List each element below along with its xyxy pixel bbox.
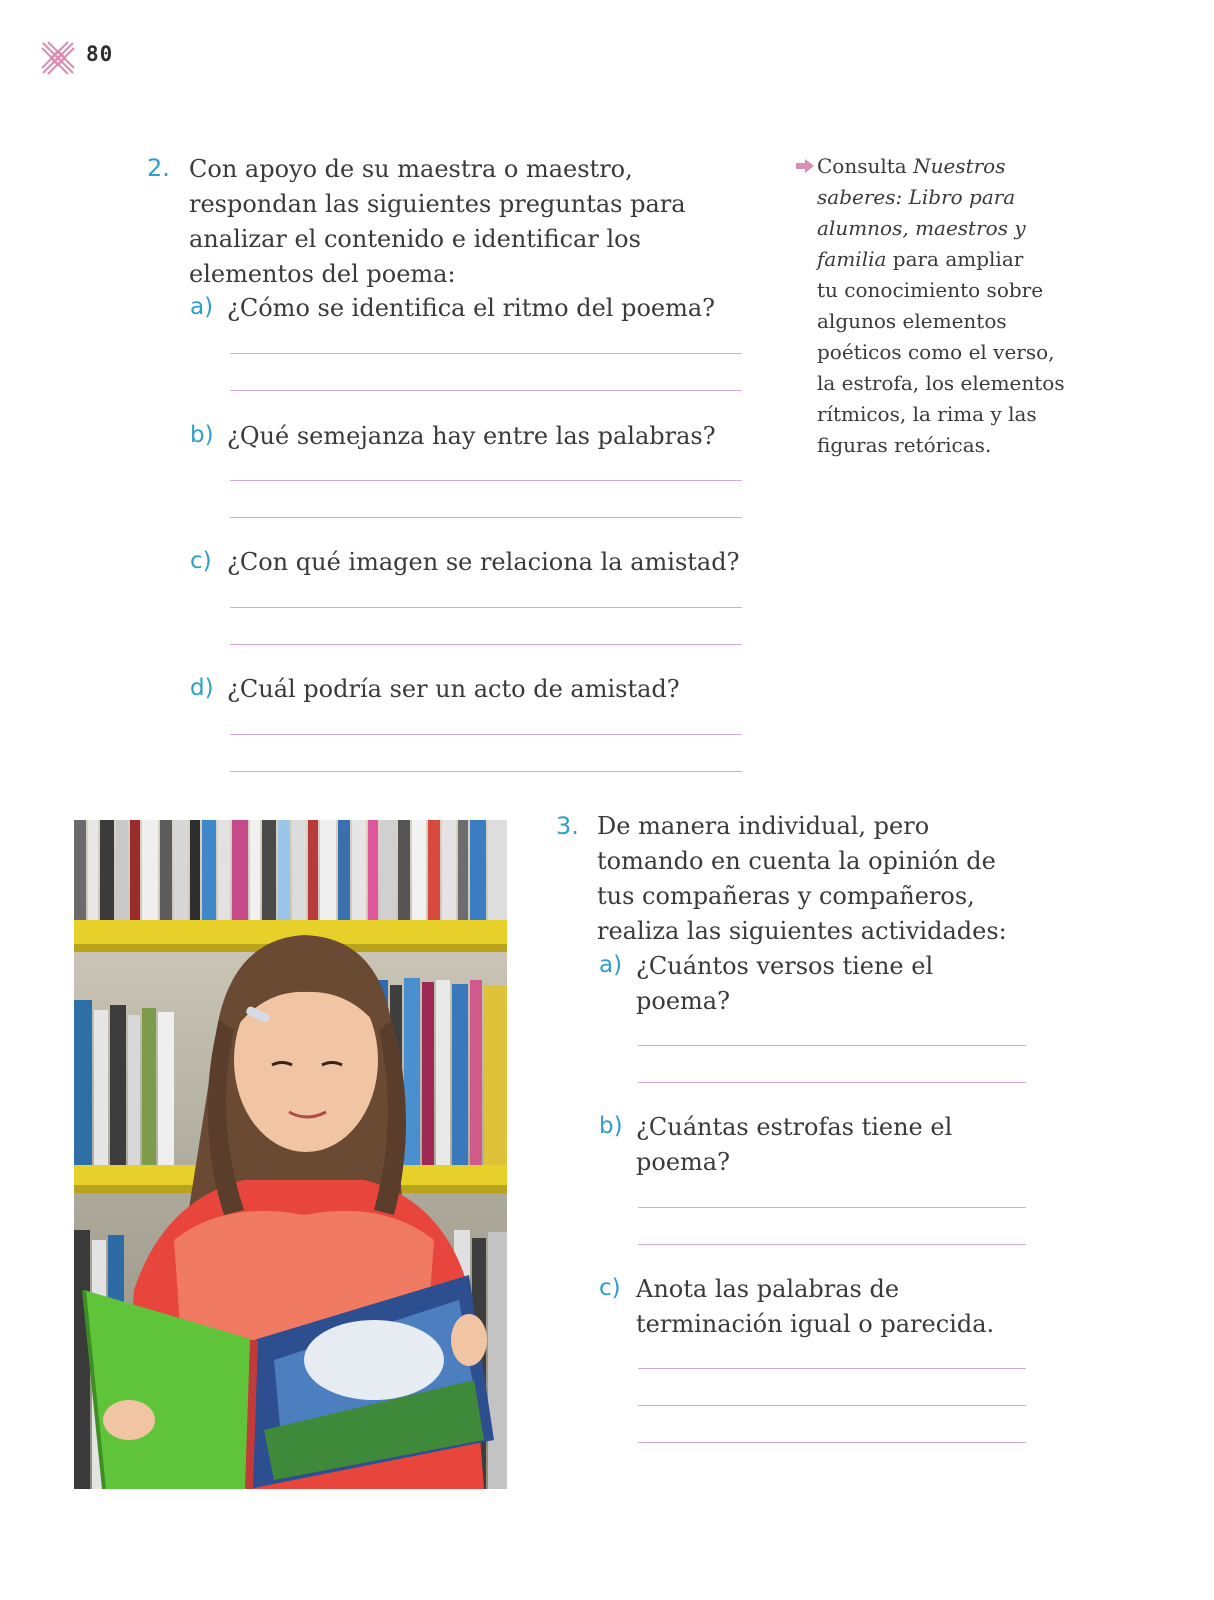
arrow-right-icon [795,158,815,174]
side-note-book-title: familia [817,247,887,271]
answer-line-2c-1[interactable] [230,607,742,608]
item-2b-question: ¿Qué semejanza hay entre las palabras? [227,422,716,450]
question-2-number: 2. [147,154,170,182]
answer-line-2d-1[interactable] [230,734,742,735]
side-note-book-title: Nuestros [913,154,1006,178]
side-note-line [817,213,1065,244]
item-2a-question: ¿Cómo se identifica el ritmo del poema? [227,294,716,322]
item-2c-question: ¿Con qué imagen se relaciona la amistad? [227,548,740,576]
question-2-line: elementos del poema: [189,260,456,288]
item-3c-line: terminación igual o parecida. [636,1310,995,1338]
side-note-line: algunos elementos [817,309,1007,333]
item-3a-line: ¿Cuántos versos tiene el [636,952,934,980]
question-3-line: realiza las siguientes actividades: [597,917,1007,945]
item-3b-letter: b) [599,1113,623,1139]
question-3-number: 3. [556,812,579,840]
item-2d-question: ¿Cuál podría ser un acto de amistad? [227,675,680,703]
question-2-line: respondan las siguientes preguntas para [189,190,686,218]
answer-line-2b-1[interactable] [230,480,742,481]
item-3a-letter: a) [599,952,623,978]
side-note-text: para ampliar [886,247,1024,271]
item-3b-line: ¿Cuántas estrofas tiene el [636,1113,953,1141]
item-3c-line: Anota las palabras de [636,1275,900,1303]
answer-line-2a-2[interactable] [230,390,742,391]
item-3b-line: poema? [636,1148,730,1176]
side-note-consulta: Consulta [817,154,914,178]
girl-reading-book-in-library-photo [74,820,507,1489]
question-2-line: analizar el contenido e identificar los [189,225,641,253]
answer-line-3a-2[interactable] [638,1082,1026,1083]
answer-line-3a-1[interactable] [638,1045,1026,1046]
question-2-line: Con apoyo de su maestra o maestro, [189,155,633,183]
item-3a-line: poema? [636,987,730,1015]
photo-illustration [74,820,507,1489]
answer-line-2d-2[interactable] [230,771,742,772]
side-note-line [817,244,1065,275]
question-2-prompt [189,152,686,292]
side-note-line [817,151,1065,182]
answer-line-3c-1[interactable] [638,1368,1026,1369]
answer-line-3b-1[interactable] [638,1207,1026,1208]
item-3b-question [636,1110,952,1180]
side-note [817,151,1065,461]
answer-line-2a-1[interactable] [230,353,742,354]
side-note-line: tu conocimiento sobre [817,278,1044,302]
item-2c-letter: c) [190,548,212,574]
answer-line-3c-3[interactable] [638,1442,1026,1443]
item-2b-letter: b) [190,422,214,448]
answer-line-3b-2[interactable] [638,1244,1026,1245]
answer-line-3c-2[interactable] [638,1405,1026,1406]
side-note-book-title: alumnos, maestros y [817,216,1026,240]
answer-line-2c-2[interactable] [230,644,742,645]
item-2d-letter: d) [190,675,214,701]
item-3c-question [636,1272,994,1342]
side-note-line: poéticos como el verso, [817,340,1055,364]
question-3-line: De manera individual, pero [597,812,930,840]
question-3-line: tus compañeras y compañeros, [597,882,975,910]
question-3-prompt [597,809,1007,949]
side-note-line [817,182,1065,213]
side-note-line: figuras retóricas. [817,433,992,457]
side-note-line: rítmicos, la rima y las [817,402,1037,426]
side-note-book-title: saberes: Libro para [817,185,1016,209]
item-3a-question [636,949,933,1019]
answer-line-2b-2[interactable] [230,517,742,518]
side-note-line: la estrofa, los elementos [817,371,1065,395]
question-3-line: tomando en cuenta la opinión de [597,847,996,875]
item-2a-letter: a) [190,294,214,320]
decorative-cross-pattern-icon [40,40,76,76]
page-number: 80 [86,42,114,66]
item-3c-letter: c) [599,1275,621,1301]
